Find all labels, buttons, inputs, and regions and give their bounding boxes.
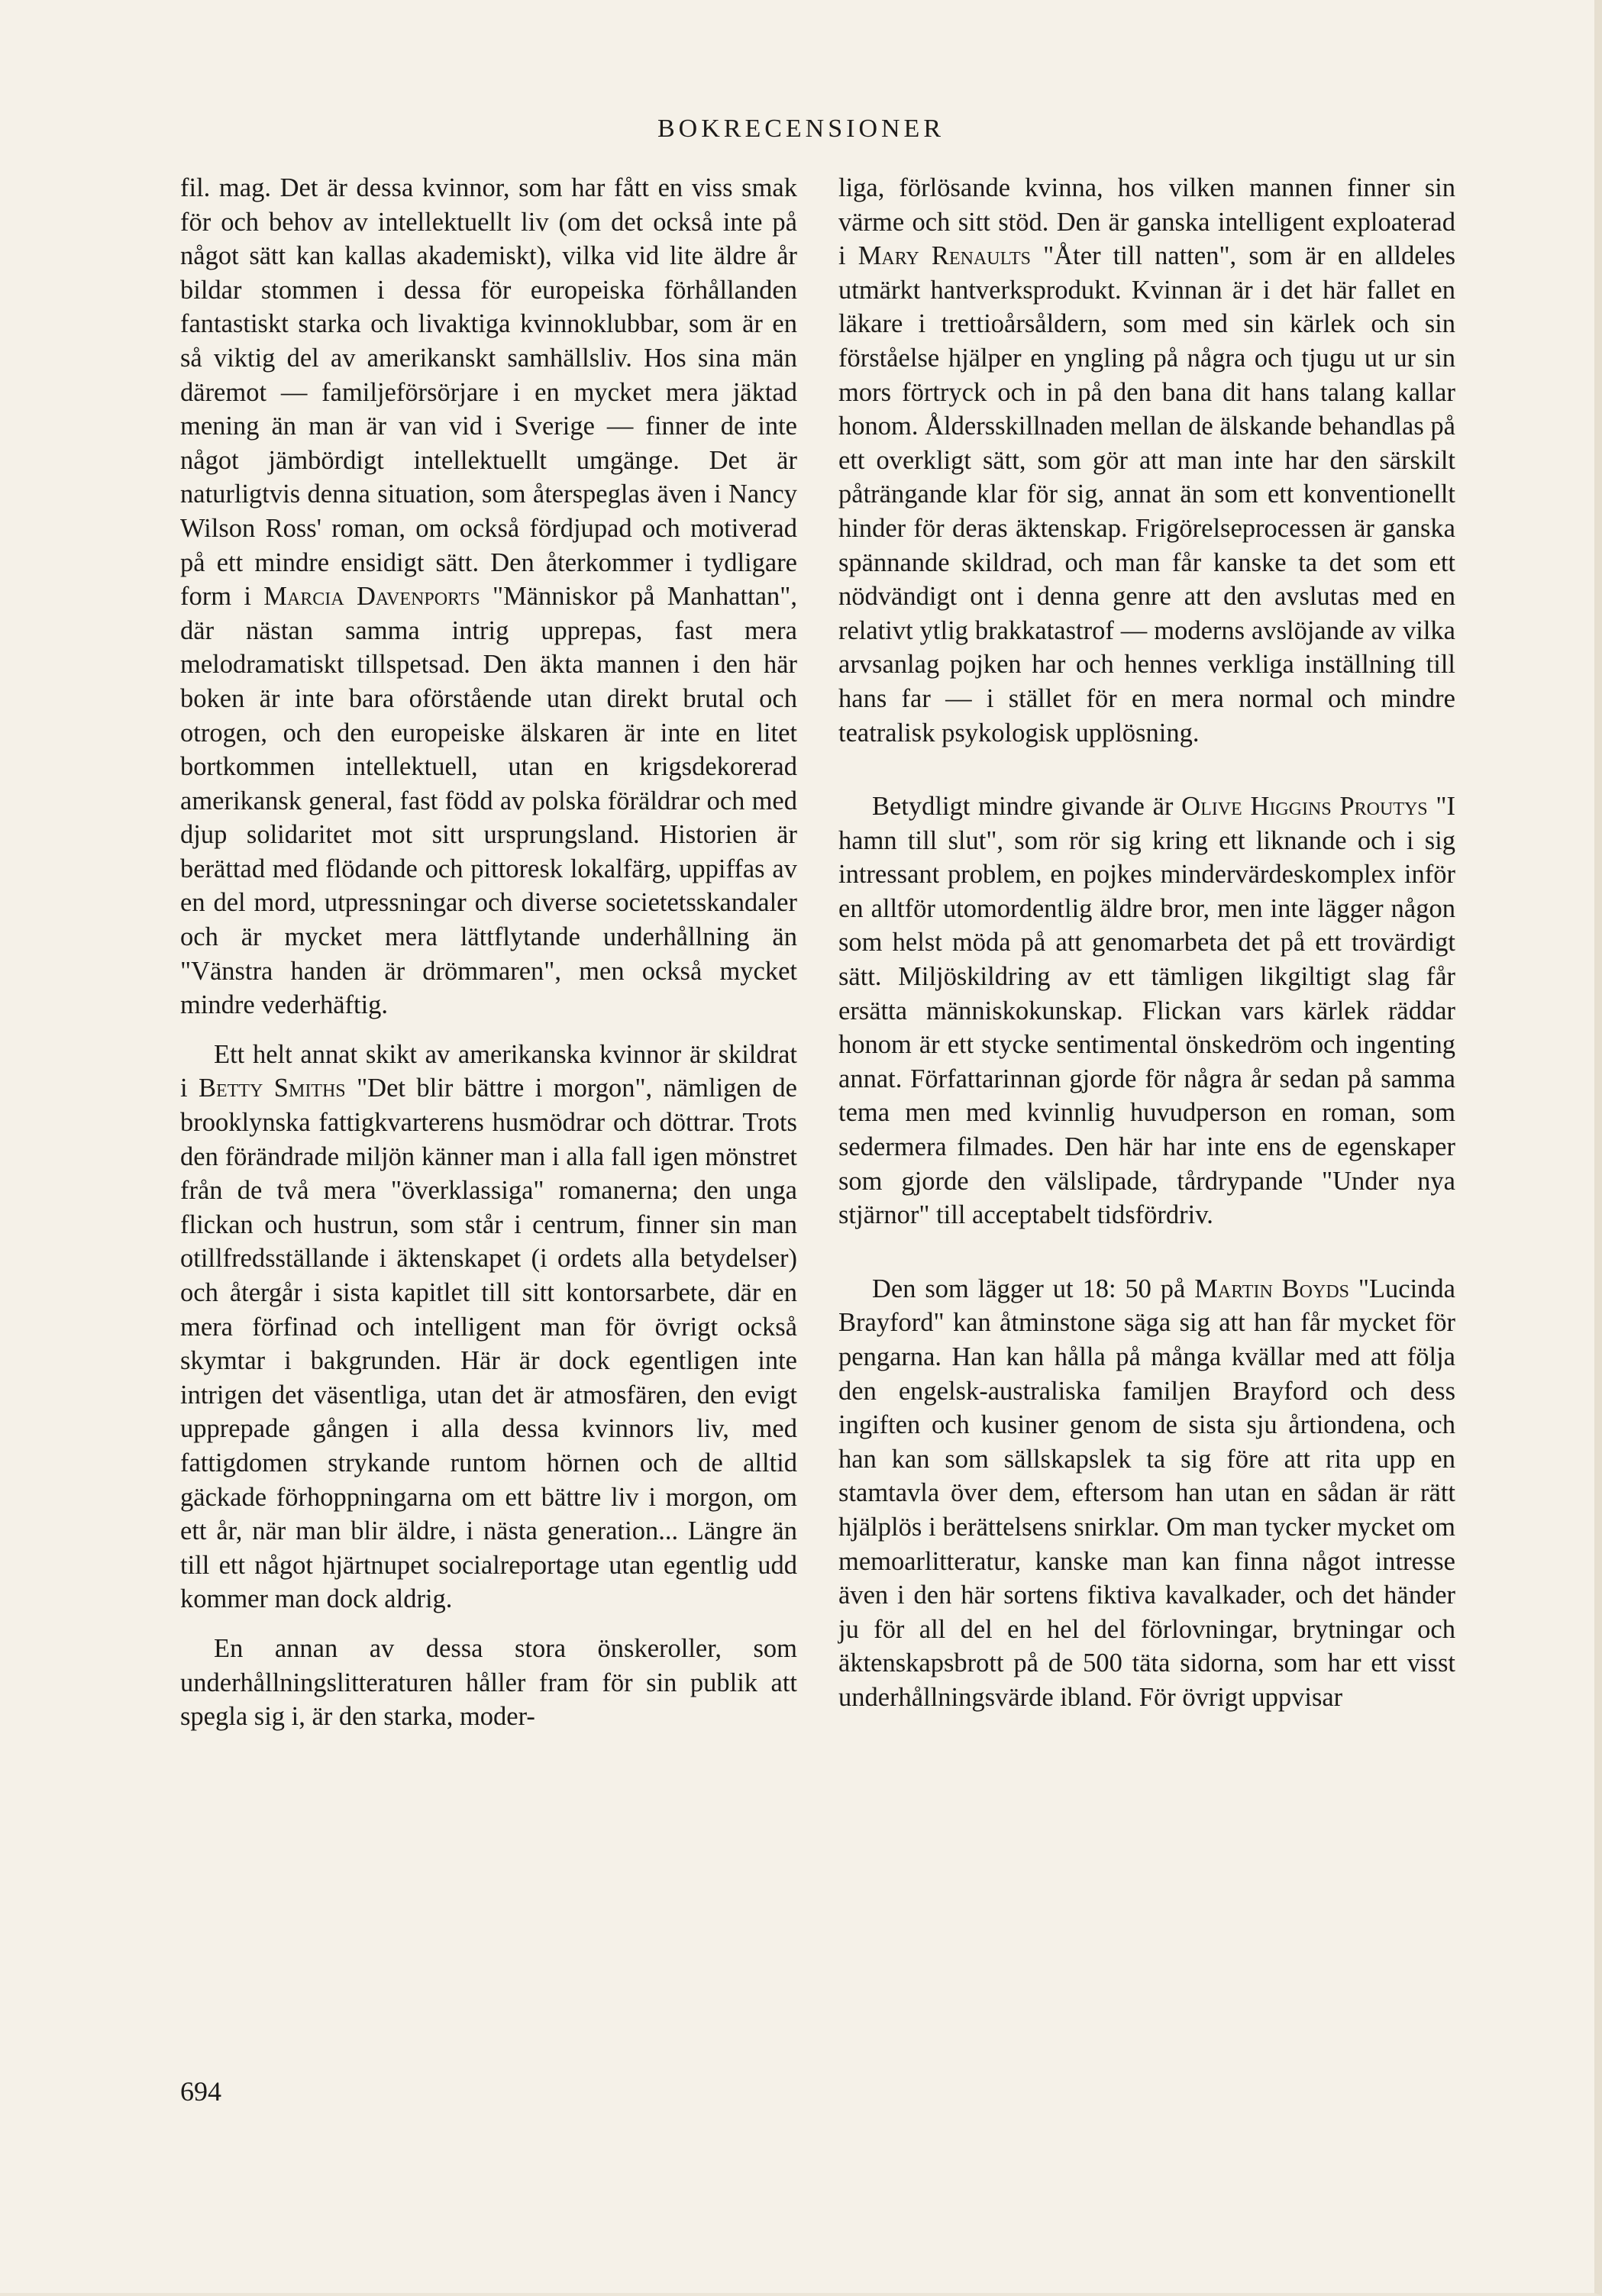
paragraph [838,1272,1455,1715]
right-column [838,171,1455,1715]
paragraph-text: liga, förlösande kvinna, hos vilken mannen finner sin värme och sitt stöd. Den är ganska intelligent exploaterad i [838,173,1455,271]
paragraph-text: fil. mag. Det är dessa kvinnor, som har fått en viss smak för och behov av intellektuellt liv (om det också inte på något sätt kan kallas akademiskt), vilka vid lite äldre år bildar stommen i dessa för europeiska förhållanden fantastiskt starka och livaktiga kvinnoklubbar, som är en så viktig del av amerikanskt samhällsliv. Hos sina män däremot — familjeförsörjare i en mycket mera jäktad mening än man är van vid i Sverige — finner de inte något jämbördigt intellektuellt umgänge. Det är naturligtvis denna situation, som återspeglas även i Nancy Wilson Ross' roman, om också fördjupad och motiverad på ett mindre ensidigt sätt. Den återkommer i tydligare form i [180,173,797,612]
paragraph-text: "Åter till natten", som är en alldeles utmärkt hantverksprodukt. Kvinnan är i det här fallet en läkare i trettioårsåldern, som med sin kärlek och sin förståelse hjälper en yngling på några och tjugu ut ur sin mors förtryck och in på den bana dit hans talang kallar honom. Åldersskillnaden mellan de älskande behandlas på ett overkligt sätt, som gör att man inte har den särskilt påträngande klar för sig, annat än som ett konventionellt hinder för deras äktenskap. Frigörelseprocessen är ganska spännande skildrad, och man får kanske ta det som ett nödvändigt ont i denna genre att den avslutas med en relativt ytlig brakkatastrof — moderns avslöjande av vilka arvsanlag pojken har och hennes verkliga inställning till hans far — i stället för en mera normal och mindre teatralisk psykologisk upplösning. [838,241,1455,748]
running-head: BOKRECENSIONER [657,115,945,143]
paragraph-text: "I hamn till slut", som rör sig kring ett liknande och i sig intressant problem, en pojkes mindervärdeskomplex inför en alltför utomordentlig äldre bror, men inte lägger någon som helst möda på att genomarbeta det på ett trovärdigt sätt. Miljöskildring av ett tämligen likgiltigt slag får ersätta människokunskap. Flickan vars kärlek räddar honom är ett stycke sentimental önskedröm och ingenting annat. Författarinnan gjorde för några år sedan på samma tema men med kvinnlig huvudperson en roman, som sedermera filmades. Den här har inte ens de egenskaper som gjorde den välslipade, tårdrypande "Under nya stjärnor" till acceptabelt tidsfördriv. [838,792,1455,1230]
author-name: Martin Boyds [1194,1274,1350,1303]
paragraph-text: Ett helt annat skikt av amerikanska kvinnor är skildrat i [180,1039,797,1103]
author-name: Olive Higgins Proutys [1181,792,1428,822]
left-column [180,171,797,1734]
paragraph [180,1038,797,1616]
paragraph-text: "Det blir bättre i morgon", nämligen de brooklynska fattigkvarterens husmödrar och döttrar. Trots den förändrade miljön känner man i alla fall igen mönstret från de två mera "överklassiga" romanerna; den unga flickan och hustrun, som står i centrum, finner sin man otillfredsställande i äktenskapet (i ordets alla betydelser) och återgår i sista kapitlet till sitt kontorsarbete, där en mera förfinad och intelligent man för övrigt också skymtar i bakgrunden. Här är dock egentligen inte intrigen det väsentliga, utan det är atmosfären, den evigt upprepade gången i alla dessa kvinnors liv, med fattigdomen strykande runtom hörnen och de alltid gäckade förhoppningarna om ett bättre liv i morgon, om ett år, när man blir äldre, i nästa generation... Längre än till ett något hjärtnupet socialreportage utan egentlig udd kommer man dock aldrig. [180,1074,797,1614]
paragraph-text: En annan av dessa stora önskeroller, som underhållningslitteraturen håller fram för sin publik att spegla sig i, är den starka, moder- [180,1633,797,1732]
paragraph [838,171,1455,750]
paragraph-text: Betydligt mindre givande är [872,792,1182,822]
paragraph [180,1632,797,1734]
author-name: Mary Renaults [858,241,1032,271]
paragraph [838,790,1455,1232]
paragraph-text: "Människor på Manhattan", där nästan samma intrig upprepas, fast mera melodramatiskt tillspetsad. Den äkta mannen i den här boken är inte bara oförstående utan direkt brutal och otrogen, och den europeiske älskaren är inte en litet bortkommen intellektuell, utan en krigsdekorerad amerikansk general, fast född av polska föräldrar och med djup solidaritet mot sitt ursprungsland. Historien är berättad med flödande och pittoresk lokalfärg, uppiffas av en del mord, utpressningar och diverse societetsskandaler och är mycket mera lättflytande underhållning än "Vänstra handen är drömmaren", men också mycket mindre vederhäftig. [180,582,797,1020]
author-name: Marcia Davenports [263,582,480,612]
paragraph-text: Den som lägger ut 18: 50 på [872,1274,1195,1303]
page-number: 694 [180,2076,221,2107]
paragraph [180,171,797,1022]
paragraph-text: "Lucinda Brayford" kan åtminstone säga sig att han får mycket för pengarna. Han kan hålla på många kvällar med att följa den engelsk-australiska familjen Brayford och dess ingiften och kusiner genom de sista sju årtiondena, och han kan som sällskapslek ta sig före att rita upp en stamtavla över dem, eftersom han utan en sådan är rätt hjälplös i berättelsens snirklar. Om man tycker mycket om memoarlitteratur, kanske man kan finna något intresse även i den här sortens fiktiva kavalkader, och det händer ju för all del en hel del förlovningar, brytningar och äktenskapsbrott på de 500 täta sidorna, som har ett visst underhållningsvärde ibland. För övrigt uppvisar [838,1274,1455,1712]
author-name: Betty Smiths [199,1074,346,1103]
